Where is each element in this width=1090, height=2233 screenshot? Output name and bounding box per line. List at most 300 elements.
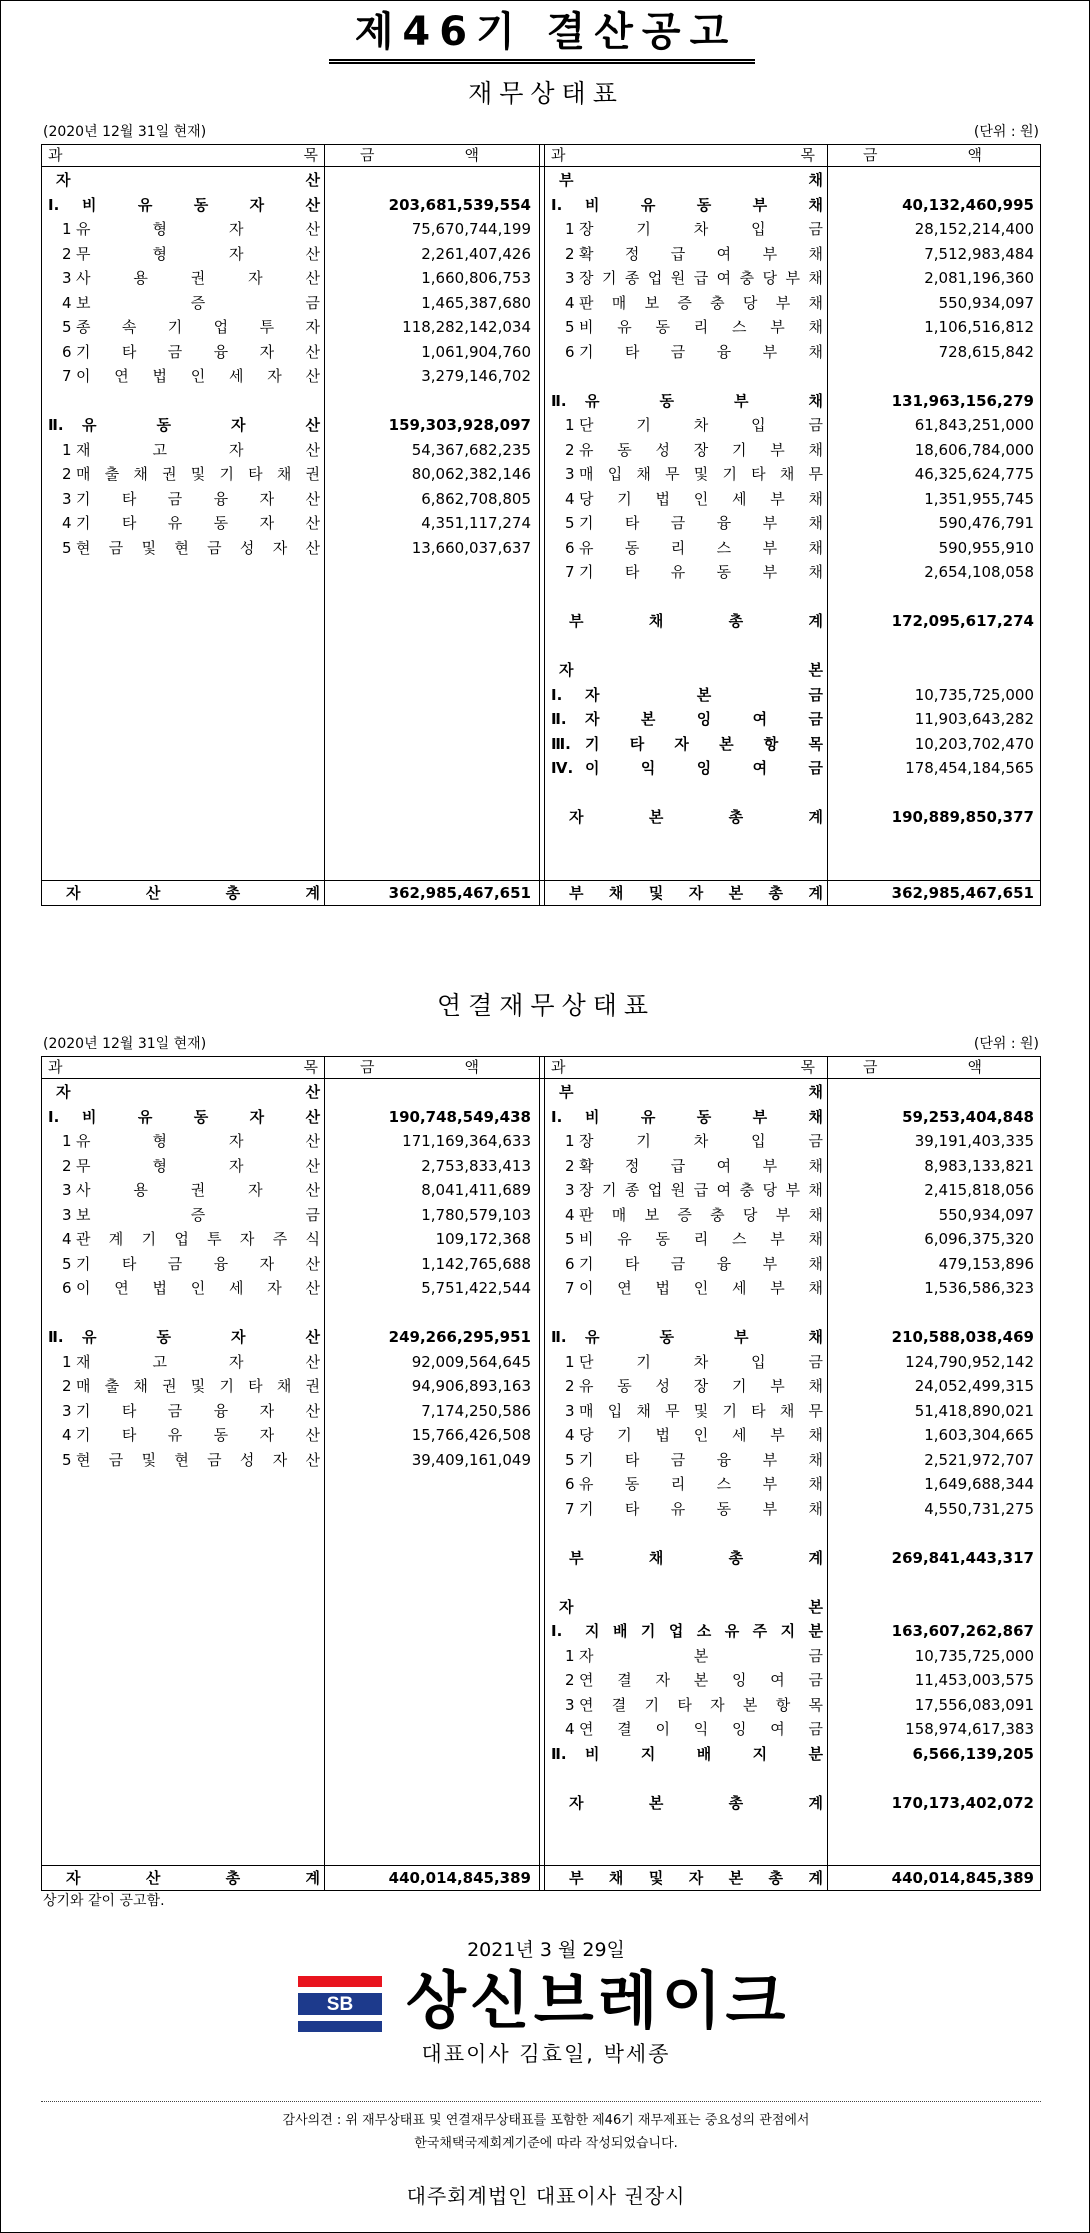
roman-numeral: Ⅲ.: [551, 734, 571, 753]
roman-numeral: Ⅱ.: [48, 416, 64, 434]
category-label: 비 유 동 부 채: [585, 195, 823, 214]
item-number: 6: [565, 342, 575, 361]
row-cat: [545, 1742, 1040, 1767]
amount: 46,325,624,775: [914, 465, 1034, 483]
item-number: 4: [62, 1230, 72, 1248]
item-number: 6: [565, 1475, 575, 1493]
item-number: 4: [565, 489, 575, 508]
amount: 163,607,262,867: [891, 1622, 1034, 1640]
row-item: [545, 217, 1040, 242]
item-number: 7: [565, 1499, 575, 1518]
total-label: 자 산 총 계: [66, 884, 320, 902]
section-label: 자 본: [559, 1597, 823, 1616]
amount: 6,566,139,205: [912, 1744, 1034, 1763]
item-label: 매 입 채 무 및 기 타 채 무: [579, 1401, 823, 1420]
row-item: [545, 1644, 1040, 1669]
total-liabilities-equity: [545, 1866, 1040, 1891]
amount: 172,095,617,274: [891, 612, 1034, 630]
item-number: 7: [62, 367, 72, 385]
item-number: 3: [565, 1181, 575, 1199]
item-label: 기 타 금 융 자 산: [76, 1401, 320, 1420]
amount: 7,174,250,586: [421, 1401, 531, 1420]
total-amount: 362,985,467,651: [388, 884, 531, 902]
amount: 10,735,725,000: [914, 1646, 1034, 1665]
amount: 2,415,818,056: [924, 1181, 1034, 1199]
category-label: 비 유 동 부 채: [585, 1107, 823, 1126]
item-label: 기 타 유 동 자 산: [76, 1426, 320, 1444]
row-item: [42, 217, 537, 242]
row-item: [42, 291, 537, 316]
item-label: 단 기 차 입 금: [579, 1352, 823, 1371]
item-label: 유 형 자 산: [76, 220, 320, 238]
item-number: 2: [565, 1671, 575, 1689]
category-label: 유 동 부 채: [585, 1328, 823, 1346]
amount: 13,660,037,637: [411, 538, 531, 557]
amount: 124,790,952,142: [905, 1352, 1034, 1371]
item-label: 관 계 기 업 투 자 주 식: [76, 1230, 320, 1248]
item-label: 장 기 종 업 원 급 여 충 당 부 채: [579, 1181, 823, 1199]
row-item: [545, 1497, 1040, 1522]
amount: 8,983,133,821: [924, 1156, 1034, 1175]
row-item: [42, 1423, 537, 1448]
item-number: 2: [62, 1156, 72, 1175]
amount: 590,476,791: [938, 514, 1034, 532]
amount: 118,282,142,034: [402, 318, 531, 336]
total-assets: [42, 1866, 537, 1891]
balance-sheet-table: [41, 144, 1041, 906]
row-item: [42, 511, 537, 536]
row-item: [42, 1276, 537, 1301]
item-number: 3: [565, 465, 575, 483]
amount: 1,603,304,665: [924, 1426, 1034, 1444]
item-number: 4: [565, 1720, 575, 1738]
row-tot: [545, 1546, 1040, 1571]
item-label: 연 결 자 본 잉 여 금: [579, 1671, 823, 1689]
bs-unit: (단위 : 원): [973, 124, 1039, 140]
item-label: 기 타 금 융 부 채: [579, 1450, 823, 1469]
amount: 7,512,983,484: [924, 244, 1034, 263]
item-label: 현 금 및 현 금 성 자 산: [76, 1450, 320, 1469]
item-label: 당 기 법 인 세 부 채: [579, 489, 823, 508]
amount: 249,266,295,951: [388, 1328, 531, 1346]
total-label: 자 본 총 계: [569, 808, 823, 826]
item-label: 장 기 종 업 원 급 여 충 당 부 채: [579, 269, 823, 287]
amount: 171,169,364,633: [402, 1132, 531, 1150]
row-item: [42, 1399, 537, 1424]
category-label: 기 타 자 본 항 목: [585, 734, 823, 753]
header-amount-left: 금 액: [360, 146, 479, 164]
row-blank: [545, 585, 1040, 610]
total-label: 부 채 총 계: [569, 612, 823, 630]
row-blank: [42, 1301, 537, 1326]
row-cat: [545, 1619, 1040, 1644]
title-underline: [329, 59, 755, 64]
total-label: 부 채 및 자 본 총 계: [569, 1869, 823, 1887]
item-label: 비 유 동 리 스 부 채: [579, 318, 823, 336]
row-item: [545, 1154, 1040, 1179]
amount: 190,889,850,377: [891, 808, 1034, 826]
amount: 17,556,083,091: [914, 1695, 1034, 1714]
row-sec: [545, 168, 1040, 193]
category-label: 유 동 부 채: [585, 391, 823, 410]
item-number: 4: [62, 514, 72, 532]
item-label: 이 연 법 인 세 자 산: [76, 367, 320, 385]
row-item: [545, 413, 1040, 438]
amount: 109,172,368: [435, 1230, 531, 1248]
row-cat: [42, 193, 537, 218]
item-number: 5: [62, 318, 72, 336]
amount: 18,606,784,000: [914, 440, 1034, 459]
cbs-date: (2020년 12월 31일 현재): [43, 1036, 207, 1052]
row-eq: [545, 707, 1040, 732]
cbs-unit: (단위 : 원): [973, 1036, 1039, 1052]
amount: 479,153,896: [938, 1254, 1034, 1273]
dotted-divider: [41, 2101, 1041, 2102]
row-item: [545, 266, 1040, 291]
row-blank: [545, 1766, 1040, 1791]
item-number: 2: [565, 244, 575, 263]
category-label: 비 지 배 지 분: [585, 1744, 823, 1763]
item-number: 4: [565, 1426, 575, 1444]
row-item: [545, 1472, 1040, 1497]
header-amount-right: 금 액: [863, 1058, 982, 1076]
row-cat: [545, 389, 1040, 414]
row-item: [545, 1717, 1040, 1742]
amount: 203,681,539,554: [388, 195, 531, 214]
item-number: 5: [565, 1450, 575, 1469]
amount: 11,453,003,575: [914, 1671, 1034, 1689]
amount: 8,041,411,689: [421, 1181, 531, 1199]
amount: 158,974,617,383: [905, 1720, 1034, 1738]
row-item: [545, 1693, 1040, 1718]
item-number: 5: [62, 538, 72, 557]
category-label: 유 동 자 산: [82, 416, 320, 434]
item-number: 1: [62, 1352, 72, 1371]
item-number: 3: [62, 1401, 72, 1420]
amount: 550,934,097: [938, 293, 1034, 312]
item-label: 장 기 차 입 금: [579, 1132, 823, 1150]
item-label: 유 동 리 스 부 채: [579, 1475, 823, 1493]
item-label: 무 형 자 산: [76, 1156, 320, 1175]
amount: 10,735,725,000: [914, 685, 1034, 704]
amount: 80,062,382,146: [411, 465, 531, 483]
item-number: 5: [565, 514, 575, 532]
row-cat: [545, 1325, 1040, 1350]
row-item: [42, 1227, 537, 1252]
item-label: 단 기 차 입 금: [579, 416, 823, 434]
row-cat: [545, 193, 1040, 218]
item-label: 매 입 채 무 및 기 타 채 무: [579, 465, 823, 483]
amount: 590,955,910: [938, 538, 1034, 557]
item-label: 현 금 및 현 금 성 자 산: [76, 538, 320, 557]
item-label: 자 본 금: [579, 1646, 823, 1665]
amount: 210,588,038,469: [891, 1328, 1034, 1346]
item-number: 4: [565, 293, 575, 312]
amount: 2,081,196,360: [924, 269, 1034, 287]
row-eq: [545, 683, 1040, 708]
header-amount-right: 금 액: [863, 146, 982, 164]
amount: 1,351,955,745: [924, 489, 1034, 508]
item-label: 매 출 채 권 및 기 타 채 권: [76, 1377, 320, 1395]
roman-numeral: Ⅳ.: [551, 759, 574, 777]
balance-sheet-title: 재무상태표: [468, 79, 624, 108]
item-label: 재 고 자 산: [76, 1352, 320, 1371]
item-label: 장 기 차 입 금: [579, 220, 823, 238]
section-label: 자 산: [56, 1083, 320, 1101]
item-label: 이 연 법 인 세 부 채: [579, 1279, 823, 1297]
company-name: 상신브레이크: [406, 1964, 790, 2037]
total-label: 자 본 총 계: [569, 1793, 823, 1812]
item-label: 종 속 기 업 투 자: [76, 318, 320, 336]
amount: 11,903,643,282: [914, 710, 1034, 728]
amount: 1,780,579,103: [421, 1205, 531, 1224]
category-label: 비 유 동 자 산: [82, 195, 320, 214]
roman-numeral: Ⅱ.: [551, 391, 567, 410]
row-item: [545, 1178, 1040, 1203]
item-label: 사 용 권 자 산: [76, 1181, 320, 1199]
row-item: [42, 1252, 537, 1277]
amount: 15,766,426,508: [411, 1426, 531, 1444]
item-label: 유 동 성 장 기 부 채: [579, 1377, 823, 1395]
item-label: 유 동 리 스 부 채: [579, 538, 823, 557]
row-item: [545, 242, 1040, 267]
logo-text: SB: [326, 1994, 354, 2015]
amount: 1,536,586,323: [924, 1279, 1034, 1297]
total-assets: [42, 881, 537, 906]
auditor-signature: 대주회계법인 대표이사 권장시: [406, 2184, 686, 2208]
row-blank: [545, 1570, 1040, 1595]
amount: 4,550,731,275: [924, 1499, 1034, 1518]
row-blank: [545, 1521, 1040, 1546]
row-item: [545, 462, 1040, 487]
audit-opinion-line2: 한국채택국제회계기준에 따라 작성되었습니다.: [414, 2136, 678, 2151]
row-item: [545, 1423, 1040, 1448]
amount: 6,096,375,320: [924, 1230, 1034, 1248]
item-number: 3: [565, 1695, 575, 1714]
row-eq: [545, 732, 1040, 757]
item-label: 기 타 금 융 자 산: [76, 489, 320, 508]
total-amount: 440,014,845,389: [388, 1869, 531, 1887]
row-item: [42, 487, 537, 512]
amount: 1,465,387,680: [421, 293, 531, 312]
amount: 51,418,890,021: [914, 1401, 1034, 1420]
audit-opinion-line1: 감사의견 : 위 재무상태표 및 연결재무상태표를 포함한 제46기 재무제표는 중요성의 관점에서: [282, 2113, 810, 2128]
item-number: 3: [62, 1181, 72, 1199]
row-item: [545, 511, 1040, 536]
category-label: 지 배 기 업 소 유 주 지 분: [585, 1622, 823, 1640]
item-number: 1: [565, 1352, 575, 1371]
item-label: 연 결 이 익 잉 여 금: [579, 1720, 823, 1738]
row-item: [545, 1252, 1040, 1277]
item-number: 2: [565, 1156, 575, 1175]
row-item: [545, 560, 1040, 585]
amount: 61,843,251,000: [914, 416, 1034, 434]
row-item: [545, 487, 1040, 512]
header-account-right: 과 목: [551, 1058, 815, 1076]
amount: 2,261,407,426: [421, 244, 531, 263]
row-cat: [42, 1105, 537, 1130]
row-item: [545, 315, 1040, 340]
amount: 2,753,833,413: [421, 1156, 531, 1175]
row-cat: [42, 1325, 537, 1350]
amount: 6,862,708,805: [421, 489, 531, 508]
row-blank: [545, 1301, 1040, 1326]
item-label: 기 타 유 동 부 채: [579, 1499, 823, 1518]
item-number: 4: [565, 1205, 575, 1224]
roman-numeral: Ⅰ.: [551, 1107, 563, 1126]
row-cat: [545, 1105, 1040, 1130]
category-label: 자 본 잉 여 금: [585, 710, 823, 728]
item-number: 3: [565, 269, 575, 287]
row-sec: [42, 1080, 537, 1105]
roman-numeral: Ⅱ.: [48, 1328, 64, 1346]
roman-numeral: Ⅰ.: [48, 195, 60, 214]
row-sec: [545, 1595, 1040, 1620]
row-item: [545, 1448, 1040, 1473]
row-item: [545, 1276, 1040, 1301]
header-amount-left: 금 액: [360, 1058, 479, 1076]
header-account-left: 과 목: [48, 1058, 318, 1076]
total-amount: 362,985,467,651: [891, 884, 1034, 902]
page-title: 제46기 결산공고: [354, 9, 738, 55]
item-number: 2: [62, 1377, 72, 1395]
row-item: [545, 340, 1040, 365]
item-number: 6: [565, 538, 575, 557]
notice-date: 2021년 3 월 29일: [467, 1939, 625, 1961]
amount: 1,106,516,812: [924, 318, 1034, 336]
amount: 3,279,146,702: [421, 367, 531, 385]
item-label: 매 출 채 권 및 기 타 채 권: [76, 465, 320, 483]
category-label: 유 동 자 산: [82, 1328, 320, 1346]
row-item: [545, 1399, 1040, 1424]
row-item: [42, 1129, 537, 1154]
total-label: 부 채 총 계: [569, 1548, 823, 1567]
roman-numeral: Ⅰ.: [48, 1107, 60, 1126]
row-blank: [545, 364, 1040, 389]
item-label: 확 정 급 여 부 채: [579, 1156, 823, 1175]
row-item: [42, 315, 537, 340]
item-number: 2: [62, 244, 72, 263]
item-number: 5: [62, 1254, 72, 1273]
amount: 550,934,097: [938, 1205, 1034, 1224]
item-number: 5: [62, 1450, 72, 1469]
item-label: 무 형 자 산: [76, 244, 320, 263]
category-label: 비 유 동 자 산: [82, 1107, 320, 1126]
amount: 269,841,443,317: [891, 1548, 1034, 1567]
item-number: 3: [565, 1401, 575, 1420]
header-account-left: 과 목: [48, 146, 318, 164]
row-item: [42, 1374, 537, 1399]
item-label: 보 증 금: [76, 293, 320, 312]
roman-numeral: Ⅱ.: [551, 1328, 567, 1346]
row-item: [42, 364, 537, 389]
row-item: [42, 1448, 537, 1473]
item-label: 기 타 유 동 부 채: [579, 563, 823, 581]
amount: 190,748,549,438: [388, 1107, 531, 1126]
item-number: 2: [62, 465, 72, 483]
amount: 54,367,682,235: [411, 440, 531, 459]
amount: 1,649,688,344: [924, 1475, 1034, 1493]
item-label: 유 형 자 산: [76, 1132, 320, 1150]
amount: 1,660,806,753: [421, 269, 531, 287]
item-number: 1: [565, 1646, 575, 1665]
row-tot: [545, 1791, 1040, 1816]
amount: 59,253,404,848: [902, 1107, 1034, 1126]
amount: 4,351,117,274: [421, 514, 531, 532]
amount: 10,203,702,470: [914, 734, 1034, 753]
row-item: [42, 1154, 537, 1179]
amount: 178,454,184,565: [905, 759, 1034, 777]
item-number: 7: [565, 563, 575, 581]
roman-numeral: Ⅰ.: [551, 685, 563, 704]
row-item: [545, 1374, 1040, 1399]
amount: 94,906,893,163: [411, 1377, 531, 1395]
row-item: [545, 1227, 1040, 1252]
amount: 40,132,460,995: [902, 195, 1034, 214]
item-label: 기 타 금 융 부 채: [579, 514, 823, 532]
item-label: 기 타 금 융 부 채: [579, 342, 823, 361]
row-sec: [545, 658, 1040, 683]
row-sec: [42, 168, 537, 193]
item-label: 판 매 보 증 충 당 부 채: [579, 1205, 823, 1224]
notice-text: 상기와 같이 공고함.: [43, 1893, 165, 1909]
roman-numeral: Ⅰ.: [551, 195, 563, 214]
item-label: 연 결 기 타 자 본 항 목: [579, 1695, 823, 1714]
row-blank: [545, 634, 1040, 659]
ceo-names: 대표이사 김효일, 박세종: [421, 2042, 671, 2066]
item-label: 사 용 권 자 산: [76, 269, 320, 287]
row-item: [545, 438, 1040, 463]
item-label: 판 매 보 증 충 당 부 채: [579, 293, 823, 312]
item-label: 기 타 금 융 자 산: [76, 1254, 320, 1273]
item-label: 기 타 유 동 자 산: [76, 514, 320, 532]
bs-date: (2020년 12월 31일 현재): [43, 124, 207, 140]
row-item: [42, 242, 537, 267]
item-number: 2: [565, 1377, 575, 1395]
row-item: [42, 536, 537, 561]
row-item: [545, 1203, 1040, 1228]
amount: 5,751,422,544: [421, 1279, 531, 1297]
amount: 1,142,765,688: [421, 1254, 531, 1273]
amount: 39,191,403,335: [914, 1132, 1034, 1150]
amount: 131,963,156,279: [891, 391, 1034, 410]
amount: 39,409,161,049: [411, 1450, 531, 1469]
item-number: 6: [62, 342, 72, 361]
row-tot: [545, 609, 1040, 634]
row-item: [42, 1203, 537, 1228]
row-item: [42, 340, 537, 365]
item-number: 7: [565, 1279, 575, 1297]
amount: 1,061,904,760: [421, 342, 531, 361]
roman-numeral: Ⅱ.: [551, 710, 567, 728]
header-account-right: 과 목: [551, 146, 815, 164]
item-number: 3: [62, 269, 72, 287]
row-item: [42, 1350, 537, 1375]
item-number: 4: [62, 293, 72, 312]
item-label: 기 타 금 융 부 채: [579, 1254, 823, 1273]
item-number: 5: [565, 318, 575, 336]
category-label: 이 익 잉 여 금: [585, 759, 823, 777]
item-number: 4: [62, 1426, 72, 1444]
row-item: [545, 1350, 1040, 1375]
item-number: 3: [62, 1205, 72, 1224]
category-label: 자 본 금: [585, 685, 823, 704]
amount: 75,670,744,199: [411, 220, 531, 238]
row-cat: [42, 413, 537, 438]
section-label: 부 채: [559, 171, 823, 189]
amount: 2,654,108,058: [924, 563, 1034, 581]
item-number: 1: [62, 220, 72, 238]
